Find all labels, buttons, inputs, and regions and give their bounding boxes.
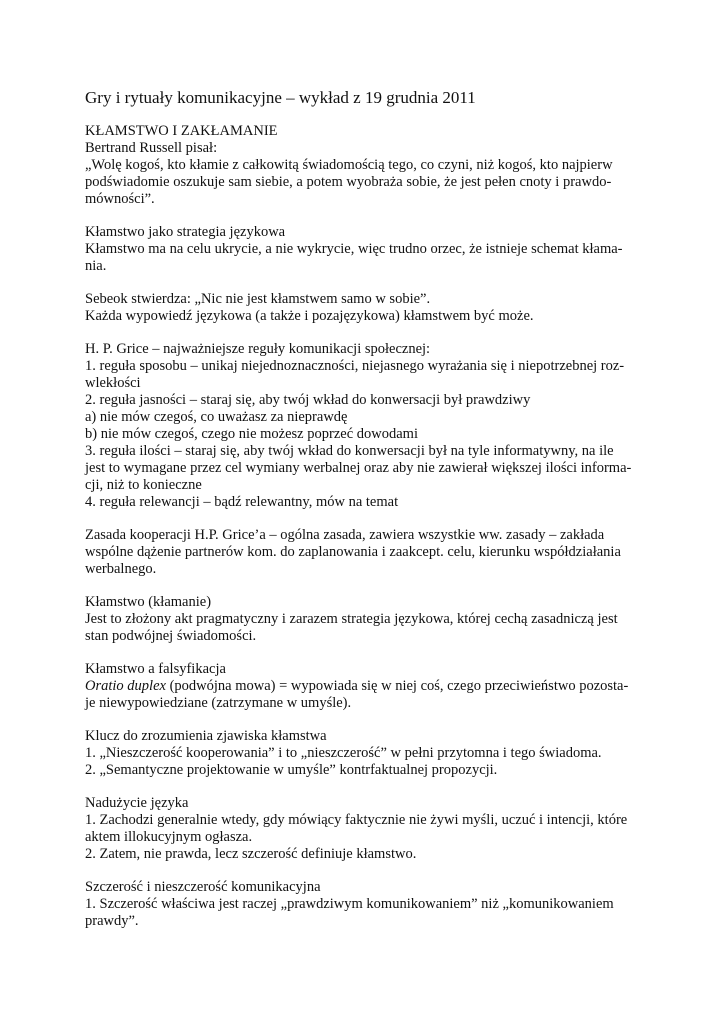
- paragraph: [85, 224, 645, 275]
- text-line: Nadużycie języka: [85, 795, 189, 811]
- document-title: Gry i rytuały komunikacyjne – wykład z 19 grudnia 2011: [85, 88, 476, 107]
- text-line: Jest to złożony akt pragmatyczny i zarazem strategia językowa, której cechą zasadniczą jest: [85, 611, 618, 627]
- text-line: [85, 678, 645, 695]
- text-line: b) nie mów czegoś, czego nie możesz poprzeć dowodami: [85, 426, 418, 442]
- text-fragment: (podwójna mowa) = wypowiada się w niej coś, czego przeciwieństwo pozosta-: [165, 678, 629, 694]
- text-line: Kłamstwo ma na celu ukrycie, a nie wykrycie, więc trudno orzec, że istnieje schemat kłama-: [85, 241, 623, 257]
- text-line: wspólne dążenie partnerów kom. do zaplanowania i zaakcept. celu, kierunku współdziałania: [85, 544, 621, 560]
- text-line: Każda wypowiedź językowa (a także i pozajęzykowa) kłamstwem być może.: [85, 308, 534, 324]
- paragraph: [85, 341, 645, 511]
- text-line: 1. Zachodzi generalnie wtedy, gdy mówiący faktycznie nie żywi myśli, uczuć i intencji, które: [85, 812, 628, 828]
- text-line: cji, niż to konieczne: [85, 477, 202, 493]
- paragraph: [85, 594, 645, 645]
- text-line: je niewypowiedziane (zatrzymane w umyśle).: [85, 695, 352, 711]
- text-line: jest to wymagane przez cel wymiany werbalnej oraz aby nie zawierał większej ilości informa-: [85, 460, 632, 476]
- text-line: Klucz do zrozumienia zjawiska kłamstwa: [85, 728, 327, 744]
- text-line: Zasada kooperacji H.P. Grice’a – ogólna zasada, zawiera wszystkie ww. zasady – zakłada: [85, 527, 605, 543]
- text-line: a) nie mów czegoś, co uważasz za nieprawdę: [85, 409, 348, 425]
- text-line: Kłamstwo a falsyfikacja: [85, 661, 226, 677]
- text-line: nia.: [85, 258, 107, 274]
- document-body: [85, 123, 645, 930]
- paragraph: [85, 795, 645, 863]
- text-line: Kłamstwo jako strategia językowa: [85, 224, 286, 240]
- paragraph: [85, 527, 645, 578]
- text-line: H. P. Grice – najważniejsze reguły komunikacji społecznej:: [85, 341, 431, 357]
- paragraph: [85, 123, 645, 208]
- paragraph: [85, 728, 645, 779]
- paragraph: [85, 661, 645, 712]
- text-line: KŁAMSTWO I ZAKŁAMANIE: [85, 123, 278, 139]
- text-line: stan podwójnej świadomości.: [85, 628, 257, 644]
- text-line: „Wolę kogoś, kto kłamie z całkowitą świadomością tego, co czyni, niż kogoś, kto najpierw: [85, 157, 613, 173]
- text-line: 1. Szczerość właściwa jest raczej „prawdziwym komunikowaniem” niż „komunikowaniem: [85, 896, 614, 912]
- text-line: 2. Zatem, nie prawda, lecz szczerość definiuje kłamstwo.: [85, 846, 417, 862]
- text-line: Kłamstwo (kłamanie): [85, 594, 212, 610]
- text-line: 3. reguła ilości – staraj się, aby twój wkład do konwersacji był na tyle informatywny, na ile: [85, 443, 614, 459]
- document-page: [85, 87, 645, 946]
- text-line: 1. „Nieszczerość kooperowania” i to „nieszczerość” w pełni przytomna i tego świadoma.: [85, 745, 602, 761]
- text-line: mówności”.: [85, 191, 155, 207]
- paragraph: [85, 879, 645, 930]
- text-line: 2. „Semantyczne projektowanie w umyśle” kontrfaktualnej propozycji.: [85, 762, 498, 778]
- text-line: wlekłości: [85, 375, 141, 391]
- text-line: 2. reguła jasności – staraj się, aby twój wkład do konwersacji był prawdziwy: [85, 392, 531, 408]
- text-line: Szczerość i nieszczerość komunikacyjna: [85, 879, 321, 895]
- text-line: aktem illokucyjnym ogłasza.: [85, 829, 253, 845]
- italic-term: Oratio duplex: [85, 678, 166, 694]
- text-line: 4. reguła relewancji – bądź relewantny, mów na temat: [85, 494, 399, 510]
- paragraph: [85, 291, 645, 325]
- text-line: podświadomie oszukuje sam siebie, a potem wyobraża sobie, że jest pełen cnoty i prawdo-: [85, 174, 612, 190]
- text-line: Sebeok stwierdza: „Nic nie jest kłamstwem samo w sobie”.: [85, 291, 431, 307]
- text-line: 1. reguła sposobu – unikaj niejednoznaczności, niejasnego wyrażania się i niepotrzebnej roz-: [85, 358, 625, 374]
- text-line: Bertrand Russell pisał:: [85, 140, 218, 156]
- text-line: werbalnego.: [85, 561, 157, 577]
- text-line: prawdy”.: [85, 913, 139, 929]
